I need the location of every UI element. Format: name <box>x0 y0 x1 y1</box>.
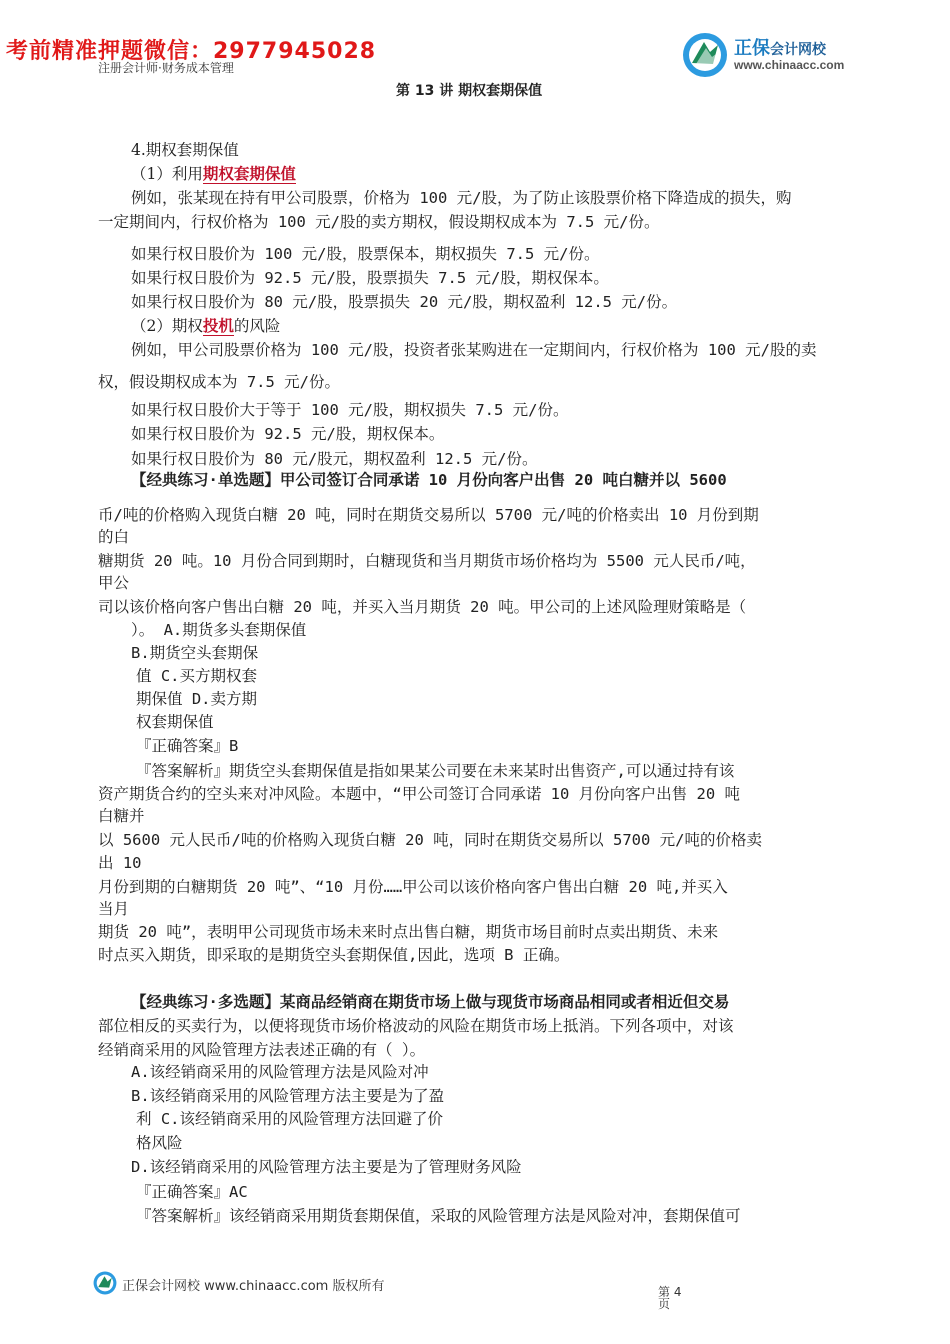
brand-url: www.chinaacc.com <box>734 58 845 72</box>
section-title: 4.期权套期保值 <box>131 141 239 159</box>
paragraph: 如果行权日股价大于等于 100 元/股，期权损失 7.5 元/份。 <box>131 401 569 419</box>
exercise-1-analysis: 期货 20 吨”，表明甲公司现货市场未来时点出售白糖，期货市场目前时点卖出期货、未来 <box>98 923 719 941</box>
exercise-1-answer: 『正确答案』B <box>136 737 239 755</box>
paragraph: 如果行权日股价为 92.5 元/股，股票损失 7.5 元/股，期权保本。 <box>131 269 609 287</box>
exercise-1-line: 司以该价格向客户售出白糖 20 吨，并买入当月期货 20 吨。甲公司的上述风险理财策略是（ <box>98 598 747 616</box>
lecture-title: 第 13 讲 期权套期保值 <box>396 83 543 99</box>
exercise-1-line: 的白 <box>98 528 130 546</box>
brand-logo <box>680 30 870 80</box>
exercise-1-analysis: 『答案解析』期货空头套期保值是指如果某公司要在未来某时出售资产,可以通过持有该 <box>136 762 735 780</box>
exercise-1-line: 糖期货 20 吨。10 月份合同到期时，白糖现货和当月期货市场价格均为 5500 元人民币/吨， <box>98 552 756 570</box>
paragraph: 如果行权日股价为 92.5 元/股，期权保本。 <box>131 425 445 443</box>
paragraph: 如果行权日股价为 80 元/股，股票损失 20 元/股，期权盈利 12.5 元/份。 <box>131 293 678 311</box>
exercise-1-line: 币/吨的价格购入现货白糖 20 吨，同时在期货交易所以 5700 元/吨的价格卖出 10 月份到期 <box>98 506 759 524</box>
exercise-1-option: B.期货空头套期保 <box>131 644 259 662</box>
exercise-2-option: B.该经销商采用的风险管理方法主要是为了盈 <box>131 1087 445 1105</box>
exercise-1-analysis: 出 10 <box>98 854 142 872</box>
paragraph: 如果行权日股价为 80 元/股元，期权盈利 12.5 元/份。 <box>131 450 538 468</box>
exercise-2-option: D.该经销商采用的风险管理方法主要是为了管理财务风险 <box>131 1158 522 1176</box>
footer-logo-icon <box>92 1270 118 1300</box>
exercise-1-option: 权套期保值 <box>136 713 214 731</box>
exercise-2-line: 部位相反的买卖行为，以便将现货市场价格波动的风险在期货市场上抵消。下列各项中，对该 <box>98 1017 734 1035</box>
keyword-link[interactable]: 期权套期保值 <box>202 164 296 183</box>
exercise-1-analysis: 当月 <box>98 900 130 918</box>
exercise-1-option: 值 C.买方期权套 <box>136 667 257 685</box>
exercise-1-analysis: 月份到期的白糖期货 20 吨”、“10 月份……甲公司以该价格向客户售出白糖 20 吨,并买入 <box>98 878 728 896</box>
footer-copyright: 正保会计网校 www.chinaacc.com 版权所有 <box>122 1279 385 1294</box>
exercise-1-analysis: 以 5600 元人民币/吨的价格购入现货白糖 20 吨，同时在期货交易所以 5700 元/吨的价格卖 <box>98 831 762 849</box>
exercise-1-line: 甲公 <box>98 574 130 592</box>
subsection-2: （2）期权投机的风险 <box>131 316 281 335</box>
page-number: 第 4 页 <box>658 1285 682 1311</box>
brand-name: 正保会计网校 <box>734 38 826 59</box>
exercise-2-answer: 『正确答案』AC <box>136 1183 248 1201</box>
example-1-line-2: 一定期间内，行权价格为 100 元/股的卖方期权，假设期权成本为 7.5 元/份。 <box>98 213 660 231</box>
brand-logo-icon <box>680 30 730 80</box>
example-2-line-1: 例如，甲公司股票价格为 100 元/股，投资者张某购进在一定期间内，行权价格为 100 元/股的卖 <box>131 341 817 359</box>
exercise-2-line: 【经典练习·多选题】某商品经销商在期货市场上做与现货市场商品相同或者相近但交易 <box>131 993 730 1011</box>
doc-header-cut: 注册会计师·财务成本管理 <box>98 61 234 75</box>
exercise-1-cut: 【经典练习·单选题】甲公司签订合同承诺 10 月份向客户出售 20 吨白糖并以 5600 <box>131 471 727 489</box>
exercise-2-option: 利 C.该经销商采用的风险管理方法回避了价 <box>136 1110 443 1128</box>
exercise-1-analysis: 白糖并 <box>98 807 145 825</box>
exercise-2-option: 格风险 <box>136 1134 183 1152</box>
exercise-2-line: 经销商采用的风险管理方法表述正确的有（ ）。 <box>98 1041 426 1059</box>
exercise-1-analysis: 时点买入期货，即采取的是期货空头套期保值,因此，选项 B 正确。 <box>98 946 570 964</box>
exercise-2-analysis-cut: 『答案解析』该经销商采用期货套期保值，采取的风险管理方法是风险对冲，套期保值可 <box>136 1207 741 1225</box>
exercise-1-line: ）。 A.期货多头套期保值 <box>131 621 307 639</box>
subsection-1: （1）利用期权套期保值 <box>131 164 296 183</box>
exercise-2-option: A.该经销商采用的风险管理方法是风险对冲 <box>131 1063 429 1081</box>
exercise-1-option: 期保值 D.卖方期 <box>136 690 257 708</box>
promo-banner: 考前精准押题微信：2977945028 <box>6 39 377 64</box>
keyword-link[interactable]: 投机 <box>202 316 234 335</box>
example-2-line-2: 权，假设期权成本为 7.5 元/份。 <box>98 373 340 391</box>
example-1-line-1: 例如，张某现在持有甲公司股票，价格为 100 元/股，为了防止该股票价格下降造成的损失，购 <box>131 189 792 207</box>
paragraph: 如果行权日股价为 100 元/股，股票保本，期权损失 7.5 元/份。 <box>131 245 600 263</box>
exercise-1-analysis: 资产期货合约的空头来对冲风险。本题中，“甲公司签订合同承诺 10 月份向客户出售 20 吨 <box>98 785 740 803</box>
